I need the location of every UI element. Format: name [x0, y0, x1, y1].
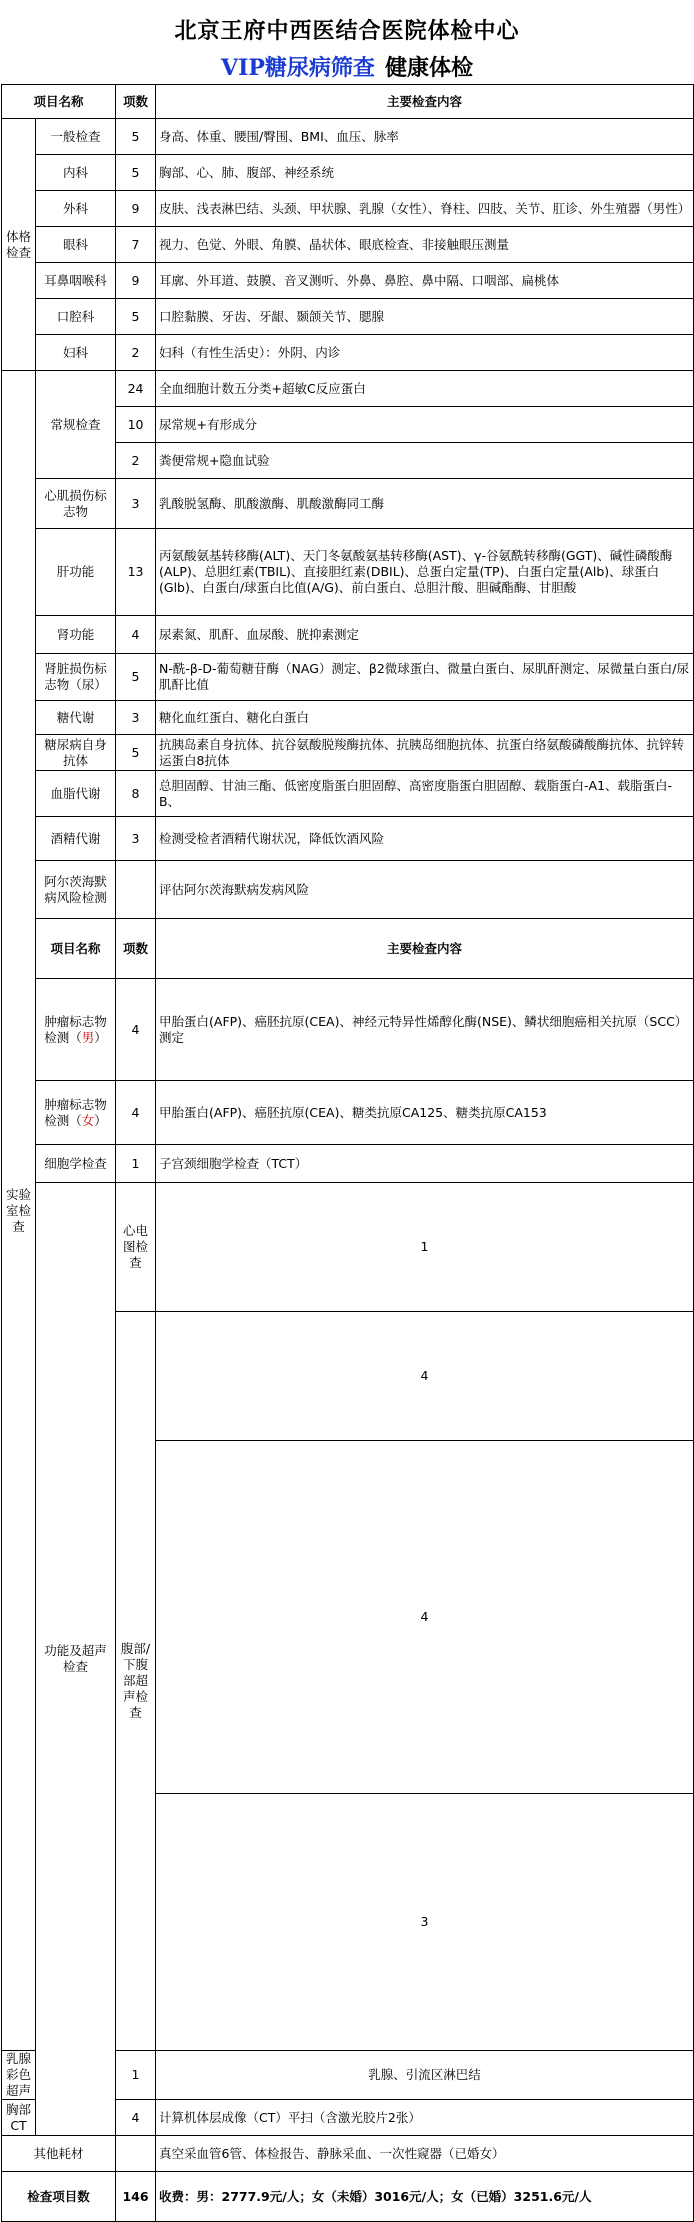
row-content: 胸部、心、肺、腹部、神经系统 — [156, 155, 694, 191]
row-count: 2 — [116, 443, 156, 479]
total-row — [2, 2172, 694, 2222]
group-lab: 实验室检查 — [2, 371, 36, 2051]
group-imaging: 功能及超声检查 — [36, 1183, 116, 2136]
row-name: 乳腺彩色超声 — [2, 2051, 36, 2100]
group-physical: 体格检查 — [2, 119, 36, 371]
row-name: 糖尿病自身抗体 — [36, 735, 116, 771]
row-name: 常规检查 — [36, 371, 116, 479]
row-count: 24 — [116, 371, 156, 407]
row-count: 4 — [156, 1312, 694, 1441]
row-count: 1 — [156, 1183, 694, 1312]
total-count: 146 — [116, 2172, 156, 2222]
row-content: N-酰-β-D-葡萄糖苷酶（NAG）测定、β2微球蛋白、微量白蛋白、尿肌酐测定、尿微量白蛋白/尿肌酐比值 — [156, 654, 694, 701]
table-row — [2, 2136, 694, 2172]
header-item-name: 项目名称 — [2, 85, 116, 119]
row-count: 3 — [116, 817, 156, 861]
row-name: 其他耗材 — [2, 2136, 116, 2172]
row-content: 尿素氮、肌酐、血尿酸、胱抑素测定 — [156, 616, 694, 654]
row-content: 丙氨酸氨基转移酶(ALT)、天门冬氨酸氨基转移酶(AST)、γ-谷氨酰转移酶(GGT)、碱性磷酸酶(ALP)、总胆红素(TBIL)、直接胆红素(DBIL)、总蛋白定量(TP)、白蛋白定量(Alb)、球蛋白(Glb)、白蛋白/球蛋白比值(A/G)、前白蛋白、总胆汁酸、胆碱酯酶、甘胆酸 — [156, 529, 694, 616]
page-subtitle — [0, 51, 694, 82]
table-row — [2, 263, 694, 299]
tumor-label: 肿瘤标志物检测（ — [44, 1096, 107, 1128]
table-row — [2, 529, 694, 616]
row-content: 抗胰岛素自身抗体、抗谷氨酸脱羧酶抗体、抗胰岛细胞抗体、抗蛋白络氨酸磷酸酶抗体、抗锌转运蛋白8抗体 — [156, 735, 694, 771]
row-count: 2 — [116, 335, 156, 371]
row-content: 计算机体层成像（CT）平扫（含激光胶片2张） — [156, 2100, 694, 2136]
table-row — [2, 861, 694, 919]
subtitle-rest: 健康体检 — [384, 55, 473, 81]
row-count: 1 — [116, 2051, 156, 2100]
row-count: 3 — [156, 1794, 694, 2051]
row-count: 1 — [116, 1145, 156, 1183]
exam-table — [1, 84, 694, 2222]
tumor-male-tag: 男 — [81, 1029, 95, 1045]
row-name: 糖代谢 — [36, 701, 116, 735]
tumor-close: ） — [94, 1112, 107, 1128]
row-content: 糖化血红蛋白、糖化白蛋白 — [156, 701, 694, 735]
table-row — [2, 191, 694, 227]
row-name: 肝功能 — [36, 529, 116, 616]
row-content: 口腔黏膜、牙齿、牙龈、颞颌关节、腮腺 — [156, 299, 694, 335]
table-row — [2, 771, 694, 817]
row-name: 口腔科 — [36, 299, 116, 335]
table-row — [2, 701, 694, 735]
row-content: 皮肤、浅表淋巴结、头颈、甲状腺、乳腺（女性）、脊柱、四肢、关节、肛诊、外生殖器（男性） — [156, 191, 694, 227]
row-count: 5 — [116, 299, 156, 335]
row-count: 3 — [116, 701, 156, 735]
row-name: 血脂代谢 — [36, 771, 116, 817]
row-name: 眼科 — [36, 227, 116, 263]
row-count: 4 — [116, 1081, 156, 1145]
total-price: 收费：男：2777.9元/人；女（未婚）3016元/人；女（已婚）3251.6元/人 — [156, 2172, 694, 2222]
row-name: 酒精代谢 — [36, 817, 116, 861]
row-count: 9 — [116, 263, 156, 299]
row-name: 心电图检查 — [116, 1183, 156, 1312]
tumor-close: ） — [94, 1029, 107, 1045]
row-name: 细胞学检查 — [36, 1145, 116, 1183]
table-row — [2, 335, 694, 371]
table-row — [2, 299, 694, 335]
tumor-female-tag: 女 — [81, 1112, 95, 1128]
row-name-tumor-female — [36, 1081, 116, 1145]
table-row — [2, 371, 694, 407]
row-count — [116, 2136, 156, 2172]
row-count: 5 — [116, 735, 156, 771]
row-count: 5 — [116, 119, 156, 155]
row-content: 总胆固醇、甘油三酯、低密度脂蛋白胆固醇、高密度脂蛋白胆固醇、载脂蛋白-A1、载脂蛋白-B、 — [156, 771, 694, 817]
row-count: 4 — [116, 616, 156, 654]
table-row — [2, 735, 694, 771]
row-name-tumor-male — [36, 979, 116, 1081]
header-content: 主要检查内容 — [156, 85, 694, 119]
row-content: 甲胎蛋白(AFP)、癌胚抗原(CEA)、糖类抗原CA125、糖类抗原CA153 — [156, 1081, 694, 1145]
table-row — [2, 979, 694, 1081]
header-count: 项数 — [116, 85, 156, 119]
row-name: 腹部/下腹部超声检查 — [116, 1312, 156, 2051]
row-count: 4 — [116, 979, 156, 1081]
row-content: 粪便常规+隐血试验 — [156, 443, 694, 479]
row-count: 5 — [116, 654, 156, 701]
table-header-row — [2, 85, 694, 119]
row-count: 3 — [116, 479, 156, 529]
row-content: 子宫颈细胞学检查（TCT） — [156, 1145, 694, 1183]
table-row — [2, 1081, 694, 1145]
table-row — [2, 654, 694, 701]
row-name: 阿尔茨海默病风险检测 — [36, 861, 116, 919]
row-name: 一般检查 — [36, 119, 116, 155]
row-name: 妇科 — [36, 335, 116, 371]
row-content: 尿常规+有形成分 — [156, 407, 694, 443]
row-name: 肾脏损伤标志物（尿） — [36, 654, 116, 701]
table-row — [2, 479, 694, 529]
row-content: 检测受检者酒精代谢状况，降低饮酒风险 — [156, 817, 694, 861]
row-name: 内科 — [36, 155, 116, 191]
row-name: 心肌损伤标志物 — [36, 479, 116, 529]
table-row — [2, 1145, 694, 1183]
table-row — [2, 119, 694, 155]
header-content: 主要检查内容 — [156, 919, 694, 979]
row-content: 评估阿尔茨海默病发病风险 — [156, 861, 694, 919]
header-count: 项数 — [116, 919, 156, 979]
row-name: 外科 — [36, 191, 116, 227]
table-row — [2, 155, 694, 191]
subtitle-vip: VIP糖尿病筛查 — [221, 55, 375, 81]
row-content: 甲胎蛋白(AFP)、癌胚抗原(CEA)、神经元特异性烯醇化酶(NSE)、鳞状细胞癌相关抗原（SCC）测定 — [156, 979, 694, 1081]
row-count: 13 — [116, 529, 156, 616]
tumor-label: 肿瘤标志物检测（ — [44, 1013, 107, 1045]
row-content: 乳酸脱氢酶、肌酸激酶、肌酸激酶同工酶 — [156, 479, 694, 529]
table-row — [2, 227, 694, 263]
row-count: 7 — [116, 227, 156, 263]
total-label: 检查项目数 — [2, 2172, 116, 2222]
row-count: 10 — [116, 407, 156, 443]
table-row — [2, 1183, 694, 1312]
row-content: 视力、色觉、外眼、角膜、晶状体、眼底检查、非接触眼压测量 — [156, 227, 694, 263]
table-row — [2, 616, 694, 654]
row-content: 真空采血管6管、体检报告、静脉采血、一次性窥器（已婚女） — [156, 2136, 694, 2172]
row-count — [116, 861, 156, 919]
row-content: 身高、体重、腰围/臀围、BMI、血压、脉率 — [156, 119, 694, 155]
row-name: 耳鼻咽喉科 — [36, 263, 116, 299]
row-content: 乳腺、引流区淋巴结 — [156, 2051, 694, 2100]
row-count: 4 — [156, 1441, 694, 1794]
page-header — [0, 0, 694, 84]
row-count: 9 — [116, 191, 156, 227]
table-header-row — [2, 919, 694, 979]
header-item-name: 项目名称 — [36, 919, 116, 979]
row-content: 妇科（有性生活史）：外阴、内诊 — [156, 335, 694, 371]
table-row — [2, 817, 694, 861]
row-content: 全血细胞计数五分类+超敏C反应蛋白 — [156, 371, 694, 407]
row-content: 耳廓、外耳道、鼓膜、音叉测听、外鼻、鼻腔、鼻中隔、口咽部、扁桃体 — [156, 263, 694, 299]
row-count: 4 — [116, 2100, 156, 2136]
row-name: 肾功能 — [36, 616, 116, 654]
row-count: 8 — [116, 771, 156, 817]
row-name: 胸部CT — [2, 2100, 36, 2136]
row-count: 5 — [116, 155, 156, 191]
page-title: 北京王府中西医结合医院体检中心 — [174, 18, 520, 44]
